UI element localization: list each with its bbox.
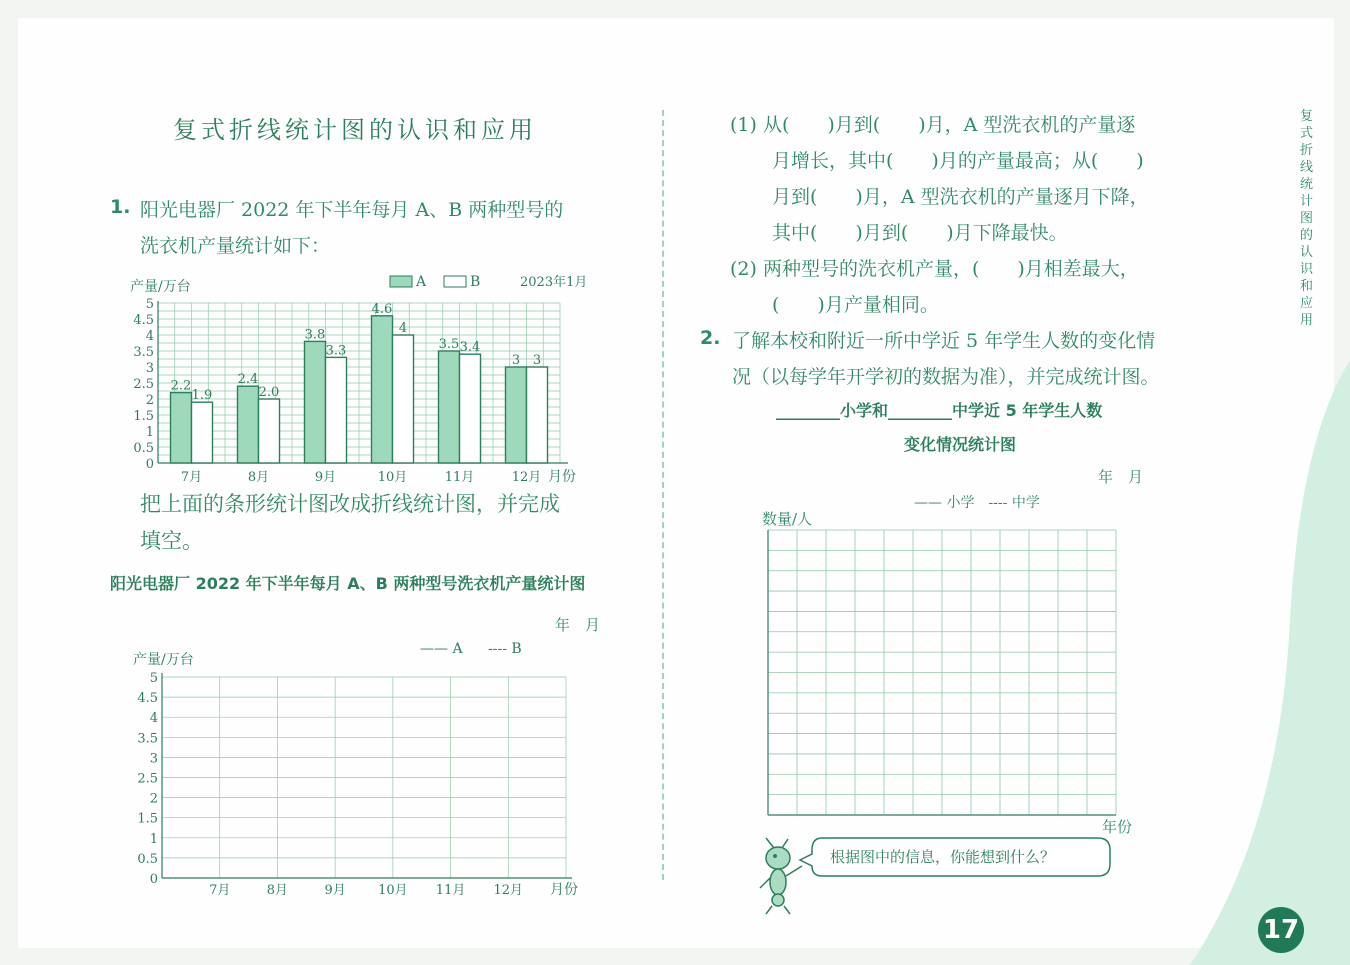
- line-ylabel: 产量/万台: [133, 652, 194, 668]
- bar-b: [460, 354, 481, 463]
- bar-a: [439, 351, 460, 463]
- bar-x-tick: 7月: [180, 470, 203, 485]
- line-x-tick: 10月: [378, 883, 408, 898]
- bar-b: [527, 367, 548, 463]
- q1-number: 1.: [110, 196, 131, 218]
- page-number: 17: [1258, 907, 1304, 953]
- line-legend-b: ---- B: [488, 641, 522, 657]
- q1-sub2-line1: (2) 两种型号的洗衣机产量，( )月相差最大，: [730, 258, 1139, 280]
- legend-b-label: B: [470, 274, 481, 290]
- bar-xlabel: 月份: [548, 469, 576, 485]
- legend-a-swatch: [390, 276, 412, 287]
- line-y-tick: 0.5: [137, 851, 158, 867]
- q2-legend: —— 小学 ---- 中学: [914, 495, 1040, 511]
- q2-chart-title-line1: ________小学和________中学近 5 年学生人数: [776, 401, 1103, 420]
- bar-value-label: 4.6: [371, 301, 393, 317]
- q1-sub2-line2: ( )月产量相同。: [772, 294, 939, 316]
- q1-instruction-line2: 填空。: [140, 529, 203, 553]
- q2-ylabel: 数量/人: [762, 510, 813, 528]
- q2-grid-lines: [768, 530, 1116, 815]
- line-y-tick: 1: [149, 831, 158, 847]
- bar-ylabel: 产量/万台: [130, 279, 191, 295]
- bar-b: [259, 399, 280, 463]
- line-x-tick: 7月: [209, 883, 231, 898]
- line-x-tick: 8月: [266, 883, 289, 898]
- bar-y-tick: 0.5: [133, 441, 154, 456]
- bar-y-tick: 4.5: [133, 313, 154, 328]
- bar-x-tick: 12月: [511, 470, 542, 485]
- bar-y-tick: 2: [145, 393, 154, 408]
- line-chart-title: 阳光电器厂 2022 年下半年每月 A、B 两种型号洗衣机产量统计图: [110, 574, 586, 593]
- bar-value-label: 3.3: [325, 343, 347, 359]
- line-y-tick: 2.5: [137, 771, 158, 787]
- bar-a: [171, 393, 192, 463]
- bar-value-label: 2.0: [258, 385, 280, 400]
- bar-value-label: 1.9: [191, 388, 213, 404]
- line-y-tick: 4: [149, 711, 158, 727]
- legend-a-label: A: [416, 274, 427, 290]
- q2-chart-title-line2: 变化情况统计图: [904, 435, 1017, 454]
- page-title: 复式折线统计图的认识和应用: [173, 116, 537, 144]
- line-y-tick: 4.5: [137, 691, 158, 707]
- q1-sub1-line4: 其中( )月到( )月下降最快。: [772, 222, 1068, 244]
- bar-b: [393, 335, 414, 463]
- q1-text-line1: 阳光电器厂 2022 年下半年每月 A、B 两种型号的: [140, 199, 564, 221]
- line-legend-a: —— A: [420, 641, 463, 657]
- bar-y-tick: 1: [145, 425, 154, 440]
- q1-text-line2: 洗衣机产量统计如下：: [140, 235, 331, 257]
- bar-y-tick: 3.5: [133, 345, 154, 360]
- bar-chart: [100, 268, 620, 490]
- line-chart-grid: [137, 671, 572, 898]
- line-y-tick: 1.5: [137, 811, 158, 827]
- page-divider: [662, 110, 664, 880]
- line-y-tick: 0: [149, 872, 158, 887]
- bubble-text: 根据图中的信息，你能想到什么？: [830, 848, 1056, 866]
- bar-y-tick: 2.5: [133, 377, 154, 392]
- line-x-tick: 11月: [435, 883, 466, 898]
- q2-date-blank: 年 月: [1098, 468, 1144, 486]
- bar-x-tick: 10月: [377, 470, 408, 485]
- bar-a: [372, 316, 393, 463]
- bar-x-tick: 9月: [314, 470, 337, 485]
- bar-a: [238, 386, 259, 463]
- bar-value-label: 3.5: [438, 337, 460, 352]
- bar-a: [506, 367, 527, 463]
- q1-sub1-line1: (1) 从( )月到( )月，A 型洗衣机的产量逐: [730, 114, 1136, 136]
- q2-text-line2: 况（以每学年开学初的数据为准），并完成统计图。: [732, 366, 1160, 388]
- q1-instruction-line1: 把上面的条形统计图改成折线统计图，并完成: [140, 492, 560, 516]
- line-y-tick: 3.5: [137, 731, 158, 747]
- line-y-tick: 3: [149, 751, 158, 767]
- legend-b-swatch: [444, 276, 466, 287]
- q2-blank-grid: [760, 525, 1130, 825]
- line-x-tick: 12月: [493, 883, 524, 898]
- bar-value-label: 3: [511, 353, 521, 368]
- blank-line-chart: [100, 640, 620, 902]
- bar-value-label: 2.4: [237, 372, 259, 388]
- line-chart-date-blank: 年 月: [555, 616, 601, 634]
- bar-y-tick: 5: [145, 297, 154, 312]
- line-x-tick: 9月: [324, 883, 346, 898]
- bar-x-tick: 8月: [247, 470, 270, 485]
- bar-x-tick: 11月: [444, 470, 475, 485]
- bar-value-label: 4: [398, 321, 408, 336]
- q1-sub1-line3: 月到( )月，A 型洗衣机的产量逐月下降，: [772, 186, 1149, 208]
- bar-value-label: 2.2: [170, 378, 192, 394]
- decorative-green-band: [1180, 360, 1350, 965]
- q1-sub1-line2: 月增长，其中( )月的产量最高；从( ): [772, 150, 1144, 172]
- bar-y-tick: 1.5: [133, 409, 154, 424]
- bar-y-tick: 4: [145, 329, 154, 344]
- q2-xlabel: 年份: [1102, 818, 1133, 836]
- bar-b: [326, 357, 347, 463]
- bar-value-label: 3: [532, 353, 542, 368]
- bar-y-tick: 3: [145, 361, 154, 376]
- bar-date-note: 2023年1月: [520, 275, 588, 290]
- side-tab-title: 复式折线统计图的认识和应用: [1300, 109, 1314, 328]
- bar-value-label: 3.8: [304, 327, 326, 343]
- bar-b: [192, 402, 213, 463]
- line-xlabel: 月份: [550, 882, 578, 898]
- bar-value-label: 3.4: [459, 340, 481, 356]
- bar-a: [305, 341, 326, 463]
- q2-text-line1: 了解本校和附近一所中学近 5 年学生人数的变化情: [732, 330, 1156, 352]
- q2-number: 2.: [700, 327, 721, 349]
- bar-y-tick: 0: [145, 457, 154, 472]
- line-y-tick: 5: [149, 671, 158, 686]
- line-y-tick: 2: [149, 791, 158, 807]
